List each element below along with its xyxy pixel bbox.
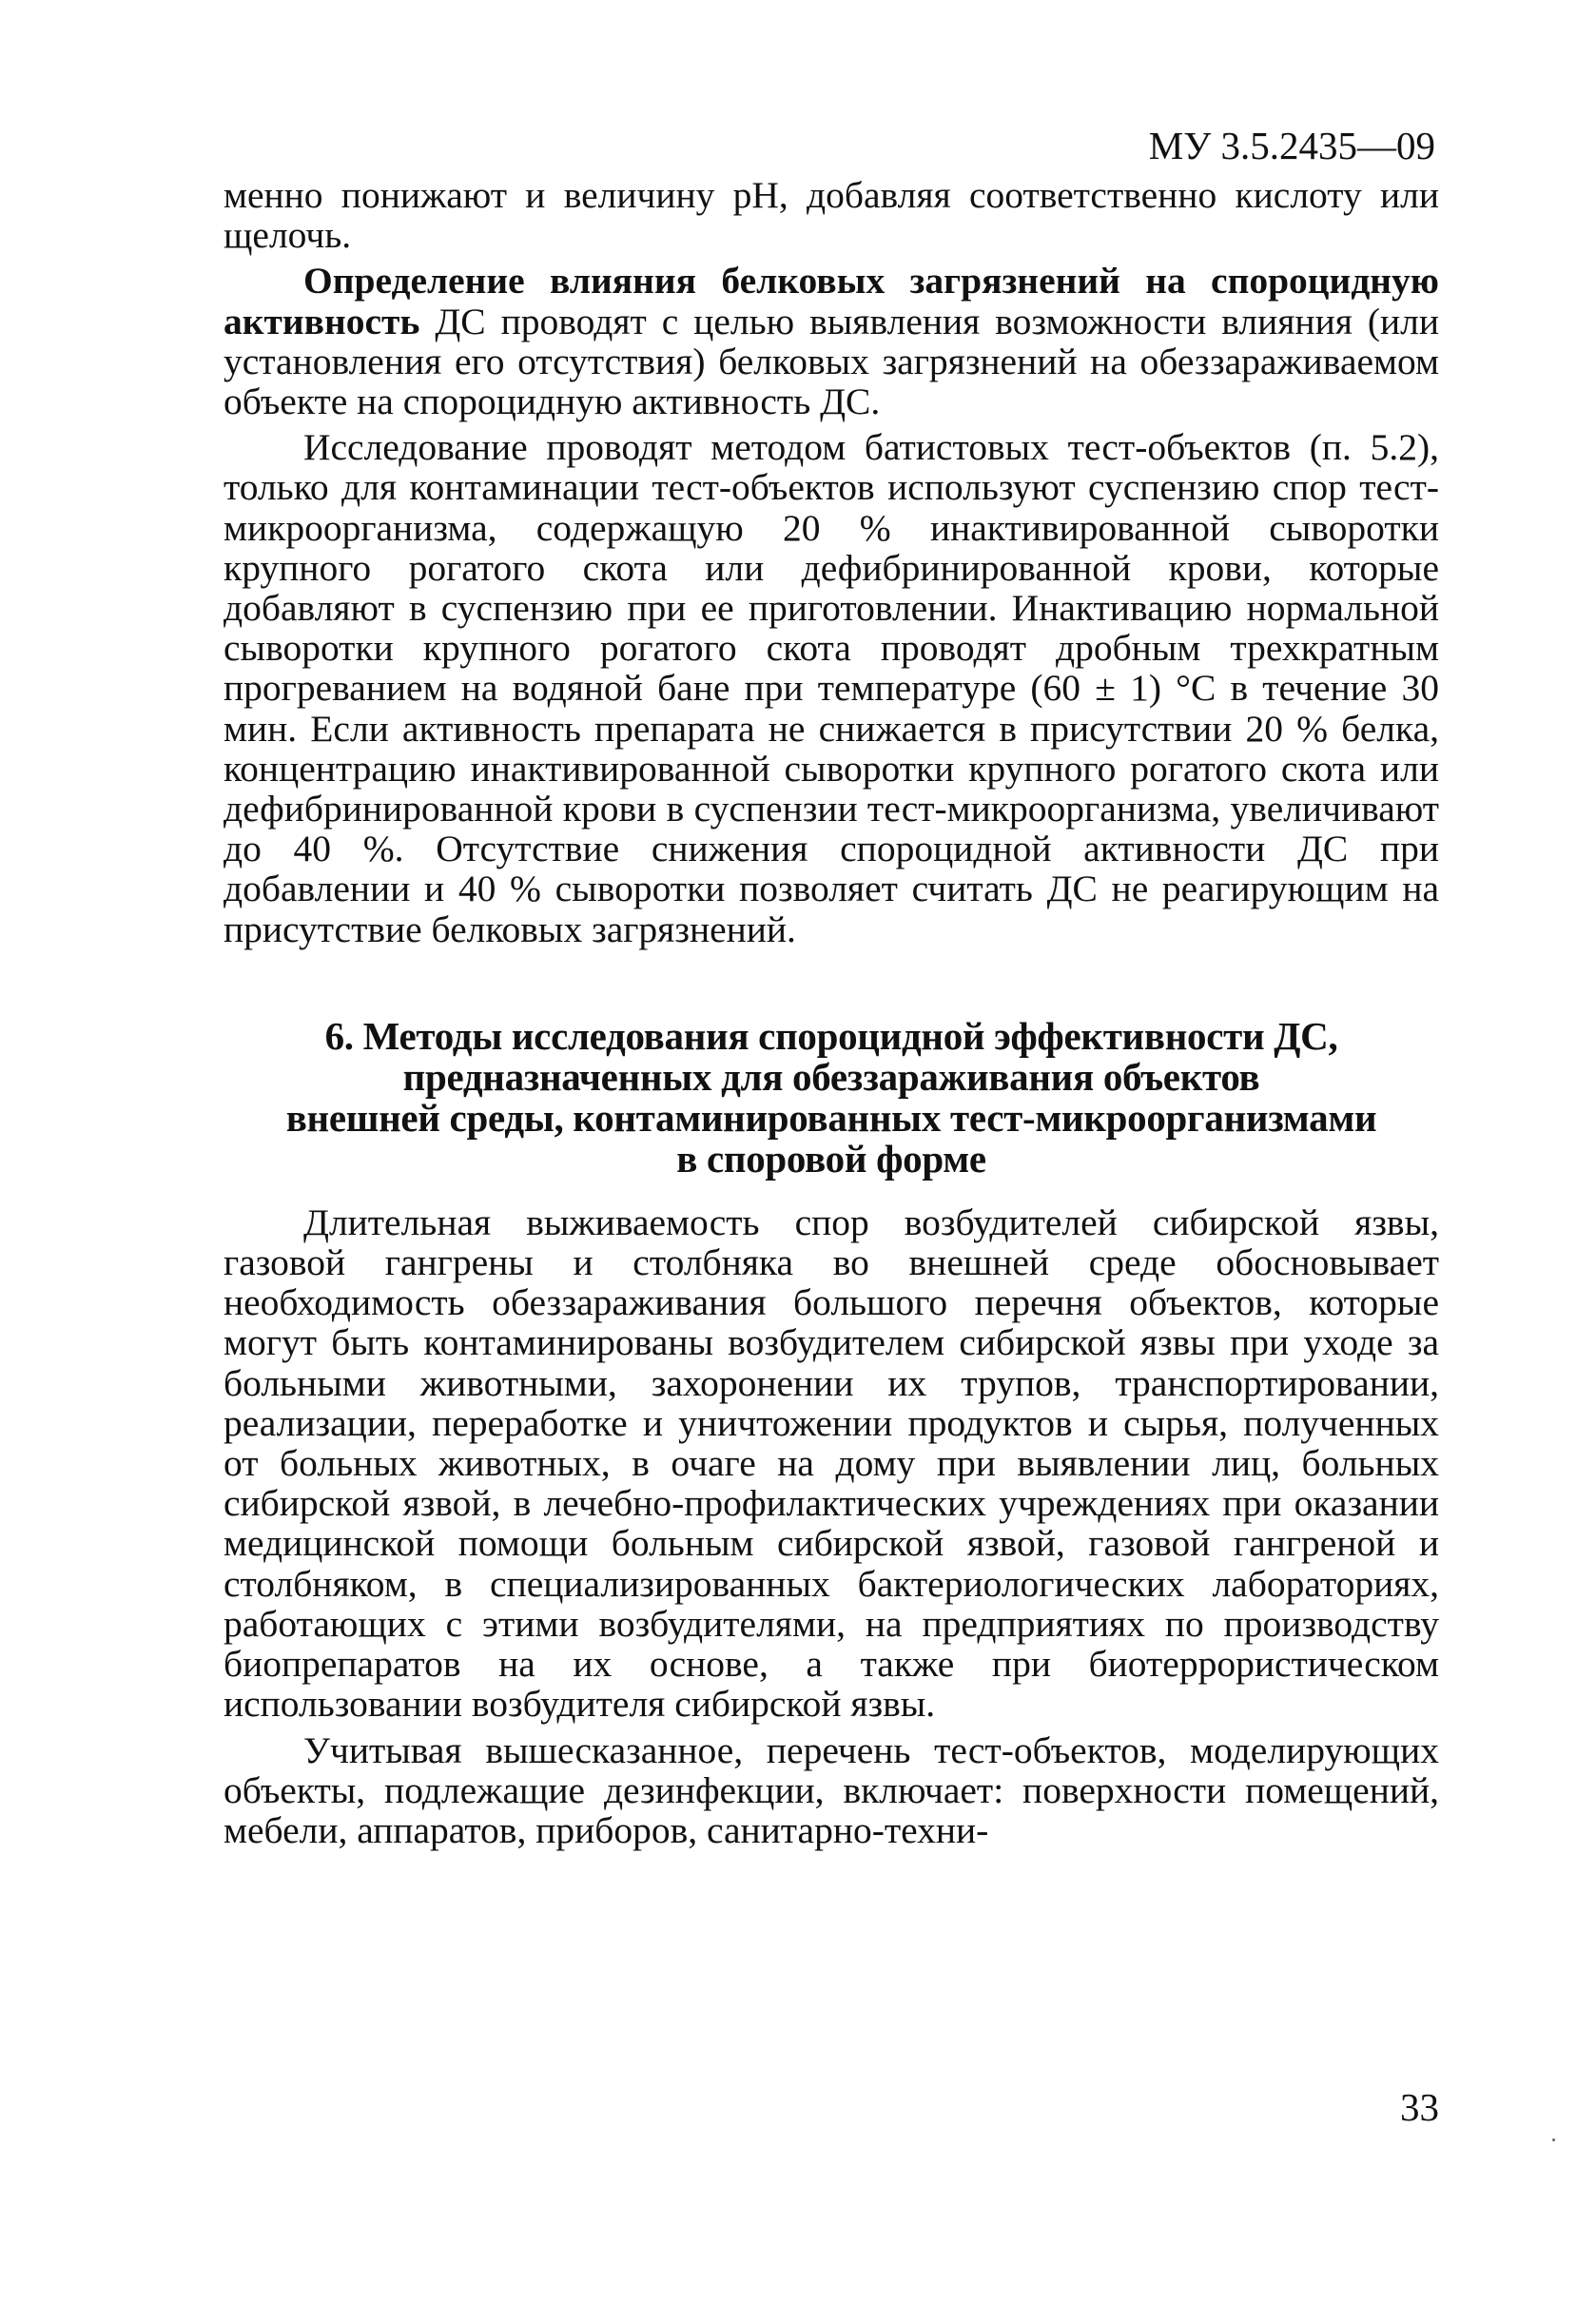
- section-heading-line: 6. Методы исследования спороцидной эффективности ДС,: [324, 1013, 1338, 1058]
- paragraph-text: ДС проводят с целью выявления возможности влияния (или установления его отсутствия) белковых загрязнений на обеззараживаемом объекте на спороцидную активность ДС.: [224, 300, 1439, 423]
- paragraph-protein-contamination: [224, 261, 1439, 421]
- document-code-header: МУ 3.5.2435—09: [1148, 124, 1435, 167]
- paragraph-text: Длительная выживаемость спор возбудителей сибирской язвы, газовой гангрены и столбняка во внешней среде обосновывает необходимость обеззараживания большого перечня объектов, которые могут быть контаминированы возбудителем сибирской язвы при уходе за больными животными, захоронении их трупов, транспортировании, реализации, переработке и уничтожении продуктов и сырья, полученных от больных животных, в очаге на дому при выявлении лиц, больных сибирской язвой, в лечебно-профилактических учреждениях при оказании медицинской помощи больным сибирской язвой, газовой гангреной и столбняком, в специализированных бактериологических лабораториях, работающих с этими возбудителями, на предприятиях по производству биопрепаратов на их основе, а также при биотеррористическом использовании возбудителя сибирской язвы.: [224, 1201, 1439, 1726]
- paragraph-text: Учитывая вышесказанное, перечень тест-объектов, моделирующих объекты, подлежащие дезинфекции, включает: поверхности помещений, мебели, аппаратов, приборов, санитарно-техни-: [224, 1728, 1439, 1851]
- paragraph-spore-survival: [224, 1202, 1439, 1725]
- paragraph-method-description: [224, 427, 1439, 949]
- section-heading-line: в споровой форме: [676, 1136, 986, 1181]
- section-heading-line: предназначенных для обеззараживания объектов: [402, 1054, 1260, 1099]
- paragraph-run-in-heading: Определение влияния белковых загрязнений на спороцидную активность: [224, 260, 1439, 342]
- page-number: 33: [1400, 2085, 1439, 2129]
- document-page: [224, 122, 1439, 1850]
- paragraph-test-objects-list: [224, 1730, 1439, 1851]
- section-heading-line: внешней среды, контаминированных тест-микроорганизмами: [285, 1095, 1377, 1140]
- scan-speck: [1552, 2138, 1555, 2141]
- paragraph-continuation: [224, 175, 1439, 255]
- section-heading: [224, 1013, 1439, 1181]
- paragraph-text: Исследование проводят методом батистовых тест-объектов (п. 5.2), только для контаминации тест-объектов используют суспензию спор тест-микроорганизма, содержащую 20 % инактивированной сыворотки крупного рогатого скота или дефибринированной крови, которые добавляют в суспензию при ее приготовлении. Инактивацию нормальной сыворотки крупного рогатого скота проводят дробным трехкратным прогреванием на водяной бане при температуре (60 ± 1) °С в течение 30 мин. Если активность препарата не снижается в присутствии 20 % белка, концентрацию инактивированной сыворотки крупного рогатого скота или дефибринированной крови в суспензии тест-микроорганизма, увеличивают до 40 %. Отсутствие снижения спороцидной активности ДС при добавлении и 40 % сыворотки позволяет считать ДС не реагирующим на присутствие белковых загрязнений.: [224, 426, 1439, 950]
- paragraph-text: менно понижают и величину pH, добавляя соответственно кислоту или щелочь.: [224, 174, 1439, 257]
